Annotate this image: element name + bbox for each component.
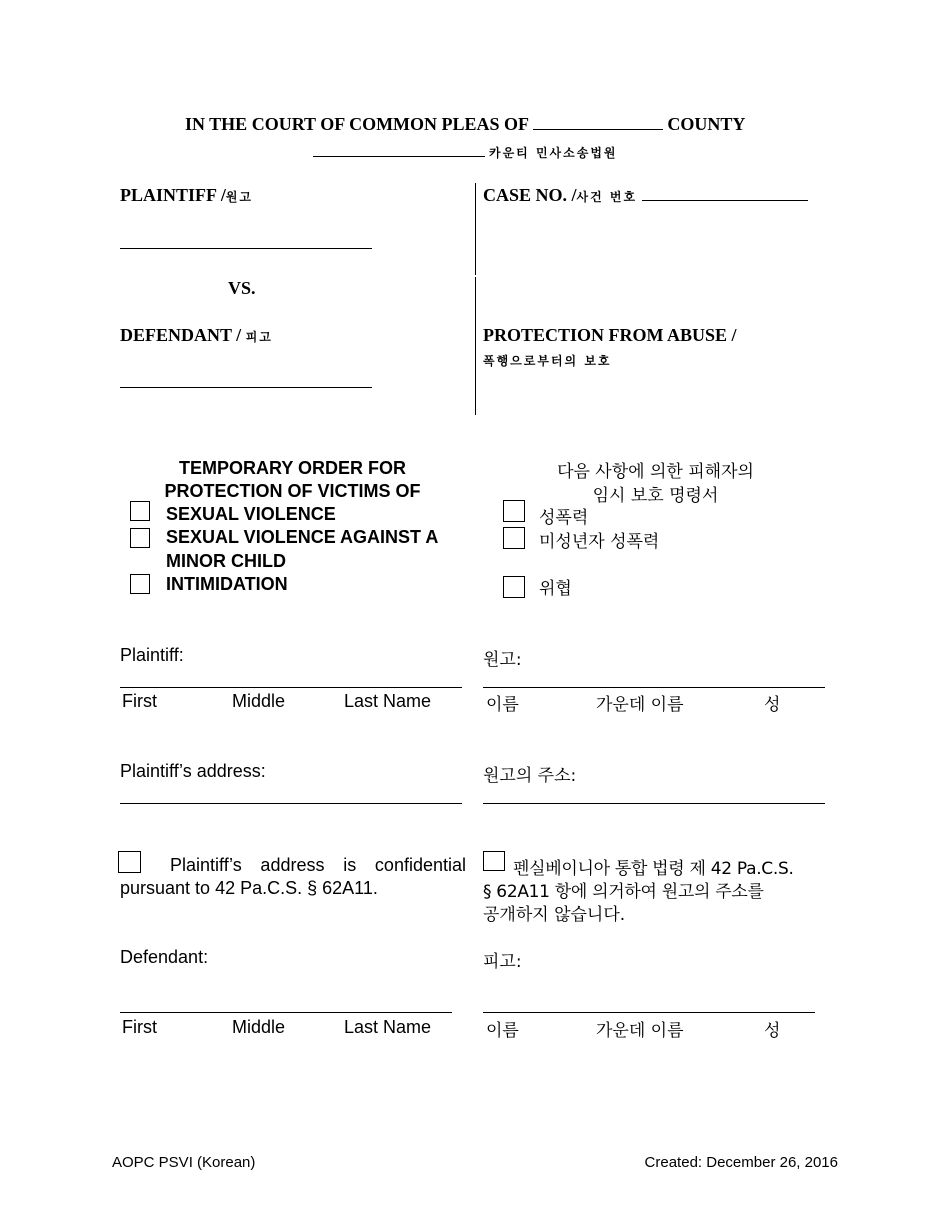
defendant-caption bbox=[120, 325, 273, 346]
plaintiff-caption bbox=[120, 185, 253, 206]
defendant-korean-name-line[interactable] bbox=[483, 1012, 815, 1013]
county-label: COUNTY bbox=[667, 114, 746, 134]
plaintiff-korean-first-label: 이름 bbox=[486, 695, 519, 715]
confidential-english-line1: Plaintiff’s address is confidential bbox=[170, 855, 466, 875]
defendant-korean-middle-label: 가운데 이름 bbox=[596, 1021, 684, 1041]
korean-sexual-violence-checkbox[interactable] bbox=[503, 500, 525, 522]
minor-child-checkbox[interactable] bbox=[130, 528, 150, 548]
court-prefix: IN THE COURT OF COMMON PLEAS OF bbox=[185, 114, 529, 134]
plaintiff-name-line[interactable] bbox=[120, 687, 462, 688]
option-sexual-violence-minor: SEXUAL VIOLENCE AGAINST A bbox=[166, 527, 439, 547]
plaintiff-caption-line[interactable] bbox=[120, 248, 372, 249]
defendant-name-line[interactable] bbox=[120, 1012, 452, 1013]
defendant-caption-korean: 피고 bbox=[245, 330, 273, 344]
title-english-line1: TEMPORARY ORDER FOR bbox=[178, 458, 406, 478]
plaintiff-korean-label: 원고: bbox=[483, 650, 522, 670]
pfa-label: PROTECTION FROM ABUSE / bbox=[483, 325, 737, 345]
defendant-first-label: First bbox=[122, 1017, 157, 1037]
confidential-korean-checkbox[interactable] bbox=[483, 851, 505, 871]
defendant-middle-label: Middle bbox=[232, 1017, 286, 1037]
case-no-line[interactable] bbox=[642, 186, 808, 201]
option-minor-child: MINOR CHILD bbox=[166, 551, 286, 571]
korean-county-blank[interactable] bbox=[313, 142, 485, 157]
plaintiff-last-label: Last Name bbox=[344, 691, 432, 711]
created-date: Created: December 26, 2016 bbox=[644, 1154, 838, 1171]
plaintiff-address-korean-line[interactable] bbox=[483, 803, 825, 804]
defendant-korean-first-label: 이름 bbox=[486, 1021, 519, 1041]
korean-court-heading bbox=[313, 142, 618, 162]
confidential-korean-line2: § 62A11 항에 의거하여 원고의 주소를 bbox=[483, 882, 764, 902]
intimidation-checkbox[interactable] bbox=[130, 574, 150, 594]
korean-minor-child-checkbox[interactable] bbox=[503, 527, 525, 549]
defendant-last-label: Last Name bbox=[344, 1017, 432, 1037]
title-korean-line1: 다음 사항에 의한 피해자의 bbox=[557, 462, 754, 482]
option-intimidation: INTIMIDATION bbox=[166, 574, 288, 594]
caption-divider-bottom bbox=[475, 277, 476, 415]
plaintiff-caption-label: PLAINTIFF / bbox=[120, 185, 226, 205]
form-id: AOPC PSVI (Korean) bbox=[112, 1154, 256, 1171]
caption-divider-top bbox=[475, 183, 476, 275]
court-heading bbox=[185, 113, 745, 135]
korean-option-sexual-violence: 성폭력 bbox=[539, 508, 589, 528]
defendant-korean-label: 피고: bbox=[483, 952, 522, 972]
defendant-korean-last-label: 성 bbox=[764, 1021, 781, 1041]
plaintiff-address-line[interactable] bbox=[120, 803, 462, 804]
confidential-english-line2: pursuant to 42 Pa.C.S. § 62A11. bbox=[120, 878, 378, 898]
confidential-korean-line1: 펜실베이니아 통합 법령 제 42 Pa.C.S. bbox=[513, 859, 794, 879]
confidential-address-checkbox[interactable] bbox=[118, 851, 141, 873]
korean-court-label: 카운티 민사소송법원 bbox=[489, 146, 618, 160]
korean-option-intimidation: 위협 bbox=[539, 579, 572, 599]
pfa-korean: 폭행으로부터의 보호 bbox=[483, 354, 612, 368]
confidential-korean-line3: 공개하지 않습니다. bbox=[483, 905, 626, 925]
plaintiff-address-label: Plaintiff’s address: bbox=[120, 761, 266, 781]
case-no-label: CASE NO. / bbox=[483, 185, 577, 205]
sexual-violence-checkbox[interactable] bbox=[130, 501, 150, 521]
vs-label: VS. bbox=[228, 278, 256, 298]
case-no-korean: 사건 번호 bbox=[576, 190, 638, 204]
plaintiff-label: Plaintiff: bbox=[120, 645, 184, 665]
defendant-label: Defendant: bbox=[120, 947, 209, 967]
plaintiff-korean-name-line[interactable] bbox=[483, 687, 825, 688]
title-english-line2: PROTECTION OF VICTIMS OF bbox=[164, 481, 421, 501]
plaintiff-first-label: First bbox=[122, 691, 157, 711]
case-no bbox=[483, 185, 808, 206]
plaintiff-korean-middle-label: 가운데 이름 bbox=[596, 695, 684, 715]
option-sexual-violence: SEXUAL VIOLENCE bbox=[166, 504, 336, 524]
plaintiff-middle-label: Middle bbox=[232, 691, 286, 711]
defendant-caption-line[interactable] bbox=[120, 387, 372, 388]
plaintiff-caption-korean: 원고 bbox=[225, 190, 254, 204]
korean-option-minor: 미성년자 성폭력 bbox=[539, 532, 660, 552]
title-korean-line2: 임시 보호 명령서 bbox=[592, 486, 719, 506]
defendant-caption-label: DEFENDANT / bbox=[120, 325, 242, 345]
korean-intimidation-checkbox[interactable] bbox=[503, 576, 525, 598]
plaintiff-address-korean-label: 원고의 주소: bbox=[483, 766, 577, 786]
county-blank[interactable] bbox=[533, 113, 663, 130]
plaintiff-korean-last-label: 성 bbox=[764, 695, 781, 715]
